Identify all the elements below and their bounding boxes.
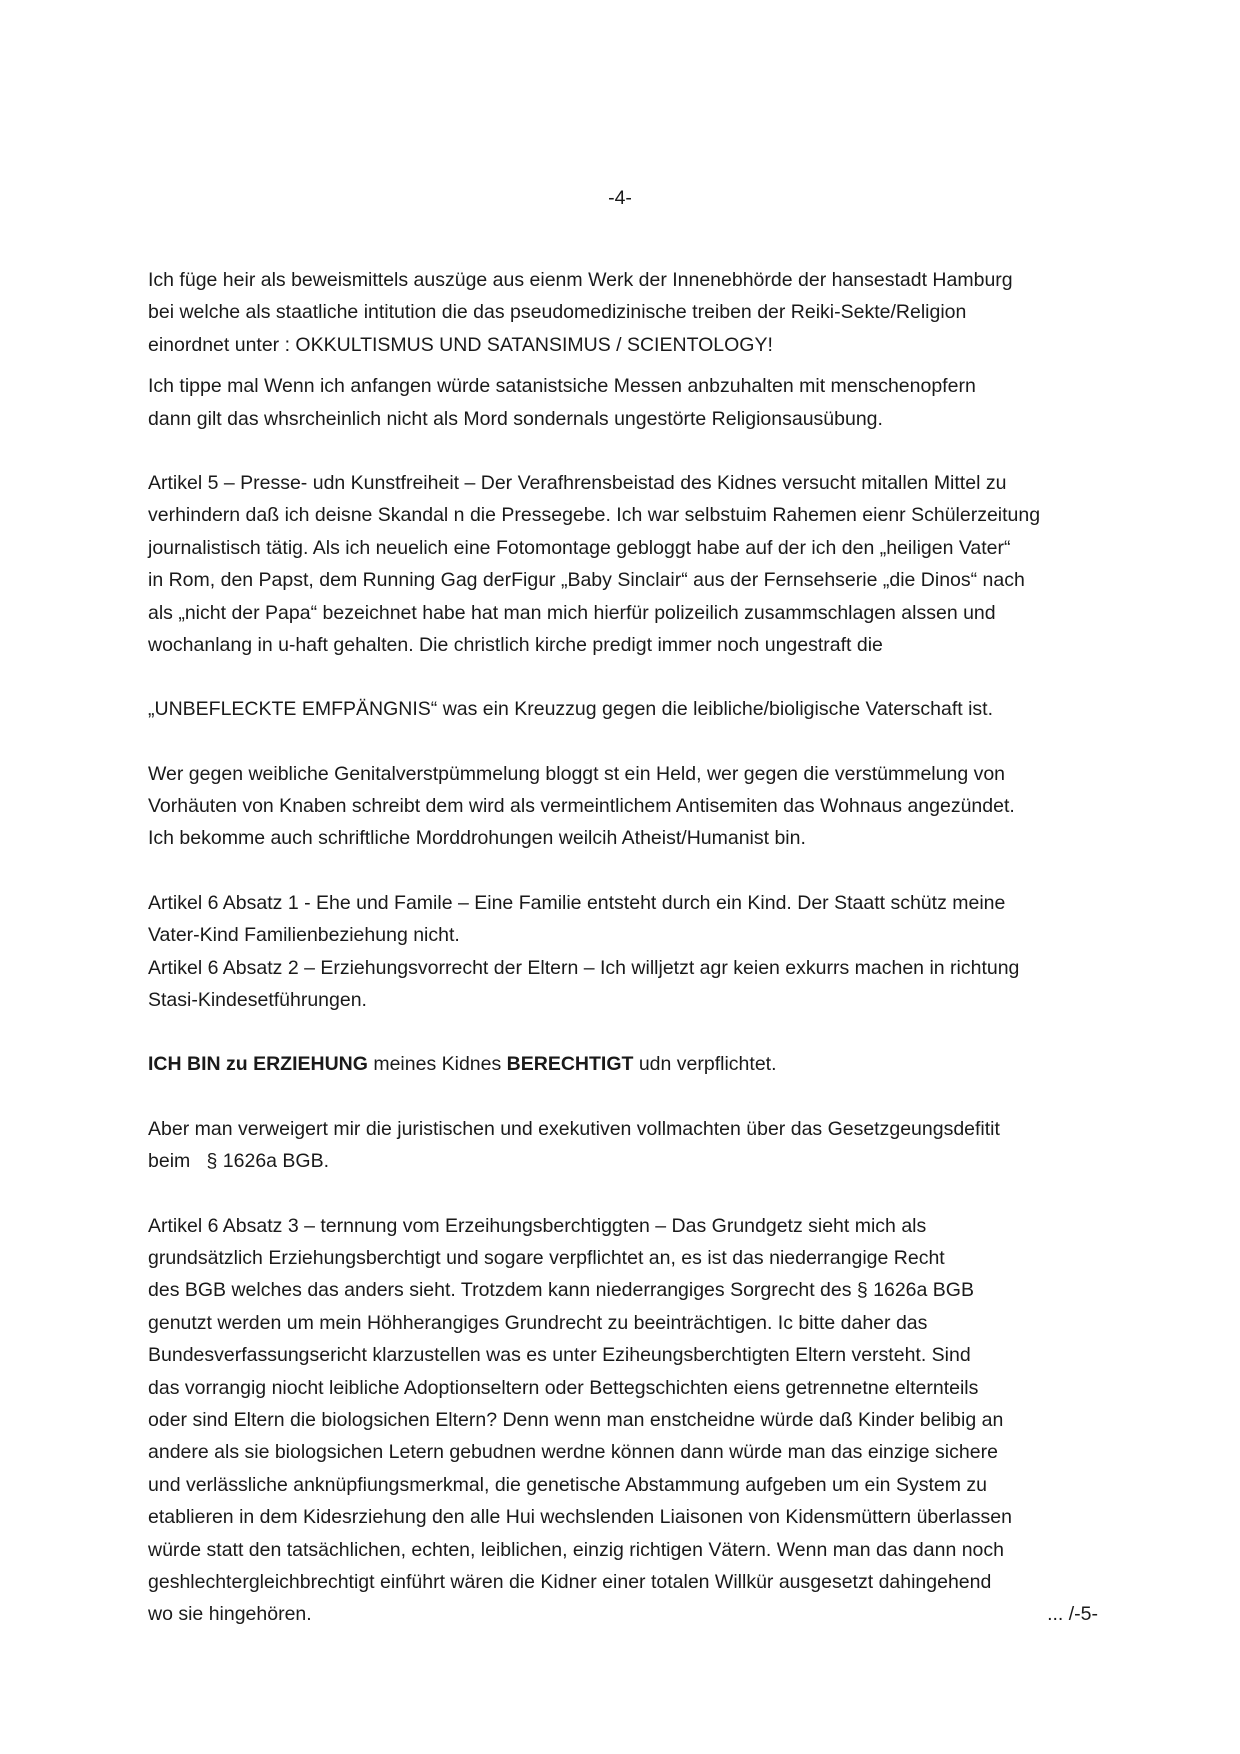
text-line: Artikel 6 Absatz 3 – ternnung vom Erzeihungsberchtiggten – Das Grundgetz sieht mich als bbox=[148, 1214, 927, 1237]
paragraph bbox=[148, 1210, 1098, 1631]
text-line bbox=[148, 1598, 1098, 1630]
text-line: des BGB welches das anders sieht. Trotzdem kann niederrangiges Sorgrecht des § 1626a BGB bbox=[148, 1279, 974, 1302]
text-line: dann gilt das whsrcheinlich nicht als Mord sondernals ungestörte Religionsausübung. bbox=[148, 407, 883, 430]
text-line: Ich tippe mal Wenn ich anfangen würde satanistsiche Messen anbzuhalten mit menschenopfern bbox=[148, 375, 976, 398]
paragraph bbox=[148, 758, 1098, 855]
text-line: grundsätzlich Erziehungsberchtigt und sogare verpflichtet an, es ist das niederrangige Recht bbox=[148, 1246, 945, 1269]
inline-text: udn verpflichtet. bbox=[633, 1053, 777, 1076]
text-line: oder sind Eltern die biologsichen Eltern? Denn wenn man enstcheidne würde daß Kinder belibig an bbox=[148, 1408, 1004, 1431]
text-line: Artikel 6 Absatz 1 - Ehe und Famile – Eine Familie entsteht durch ein Kind. Der Staatt schütz meine bbox=[148, 891, 1006, 914]
paragraph bbox=[148, 887, 1098, 1017]
text-line: Bundesverfassungsericht klarzustellen was es unter Eziheungsberchtigten Eltern versteht. Sind bbox=[148, 1344, 971, 1367]
text-line: verhindern daß ich deisne Skandal n die Pressegebe. Ich war selbstuim Rahemen eienr Schülerzeitung bbox=[148, 504, 1041, 527]
bold-text: ICH BIN zu ERZIEHUNG bbox=[148, 1053, 368, 1076]
closing-text: wo sie hingehören. bbox=[148, 1603, 312, 1626]
text-line: Vorhäuten von Knaben schreibt dem wird als vermeintlichem Antisemiten das Wohnaus angezündet. bbox=[148, 795, 1015, 818]
text-line: Vater-Kind Familienbeziehung nicht. bbox=[148, 924, 460, 947]
text-line: geshlechtergleichbrechtigt einführt wären die Kidner einer totalen Willkür ausgesetzt dahingehend bbox=[148, 1570, 992, 1593]
page-number: -4- bbox=[608, 187, 632, 209]
text-line: genutzt werden um mein Höhherangiges Grundrecht zu beeinträchtigen. Ic bitte daher das bbox=[148, 1311, 928, 1334]
text-line: Ich bekomme auch schriftliche Morddrohungen weilcih Atheist/Humanist bin. bbox=[148, 827, 806, 850]
paragraph bbox=[148, 370, 1098, 435]
paragraph bbox=[148, 1113, 1098, 1178]
text-line: würde statt den tatsächlichen, echten, leiblichen, einzig richtigen Vätern. Wenn man das dann noch bbox=[148, 1538, 1005, 1561]
text-line: „UNBEFLECKTE EMFPÄNGNIS“ was ein Kreuzzug gegen die leibliche/bioligische Vaterschaft ist. bbox=[148, 698, 993, 721]
text-line: Aber man verweigert mir die juristischen und exekutiven vollmachten über das Gesetzgeungsdefitit bbox=[148, 1117, 1000, 1140]
bold-text: BERECHTIGT bbox=[506, 1053, 634, 1076]
text-line: Stasi-Kindesetführungen. bbox=[148, 989, 367, 1012]
paragraph bbox=[148, 264, 1098, 361]
text-line: als „nicht der Papa“ bezeichnet habe hat man mich hierfür polizeilich zusammschlagen alssen und bbox=[148, 601, 996, 624]
text-line: bei welche als staatliche intitution die das pseudomedizinische treiben der Reiki-Sekte/Religion bbox=[148, 301, 967, 324]
text-line: Artikel 5 – Presse- udn Kunstfreiheit – Der Verafhrensbeistad des Kidnes versucht mitallen Mittel zu bbox=[148, 471, 1007, 494]
paragraph bbox=[148, 1048, 1098, 1080]
text-line: und verlässliche anknüpfiungsmerkmal, die genetische Abstammung aufgeben um ein System zu bbox=[148, 1473, 987, 1496]
text-line: etablieren in dem Kidesrziehung den alle Hui wechslenden Liaisonen von Kidensmüttern überlassen bbox=[148, 1506, 1012, 1529]
text-line: einordnet unter : OKKULTISMUS UND SATANSIMUS / SCIENTOLOGY! bbox=[148, 333, 773, 356]
text-line: wochanlang in u-haft gehalten. Die christlich kirche predigt immer noch ungestraft die bbox=[148, 633, 883, 656]
text-line: in Rom, den Papst, dem Running Gag derFigur „Baby Sinclair“ aus der Fernsehserie „die Dinos“ nach bbox=[148, 569, 1025, 592]
text-line: andere als sie biologsichen Letern gebudnen werdne können dann würde man das einzige sichere bbox=[148, 1441, 998, 1464]
continuation-marker: ... /-5- bbox=[1047, 1603, 1098, 1626]
paragraph bbox=[148, 693, 1098, 725]
text-line: das vorrangig niocht leibliche Adoptionseltern oder Bettegschichten eiens getrennetne elternteils bbox=[148, 1376, 979, 1399]
text-line: Artikel 6 Absatz 2 – Erziehungsvorrecht der Eltern – Ich willjetzt agr keien exkurrs machen in richtung bbox=[148, 956, 1020, 979]
text-line: Wer gegen weibliche Genitalverstpümmelung bloggt st ein Held, wer gegen die verstümmelung von bbox=[148, 762, 1006, 785]
text-line: beim § 1626a BGB. bbox=[148, 1150, 330, 1173]
text-line bbox=[148, 1048, 1098, 1080]
inline-text: meines Kidnes bbox=[367, 1053, 507, 1076]
paragraph bbox=[148, 467, 1098, 661]
document-body bbox=[148, 264, 1098, 1631]
text-line: Ich füge heir als beweismittels auszüge aus eienm Werk der Innenebhörde der hansestadt Hamburg bbox=[148, 269, 1013, 291]
text-line: journalistisch tätig. Als ich neuelich eine Fotomontage gebloggt habe auf der ich den „heiligen Vater“ bbox=[148, 536, 1011, 559]
